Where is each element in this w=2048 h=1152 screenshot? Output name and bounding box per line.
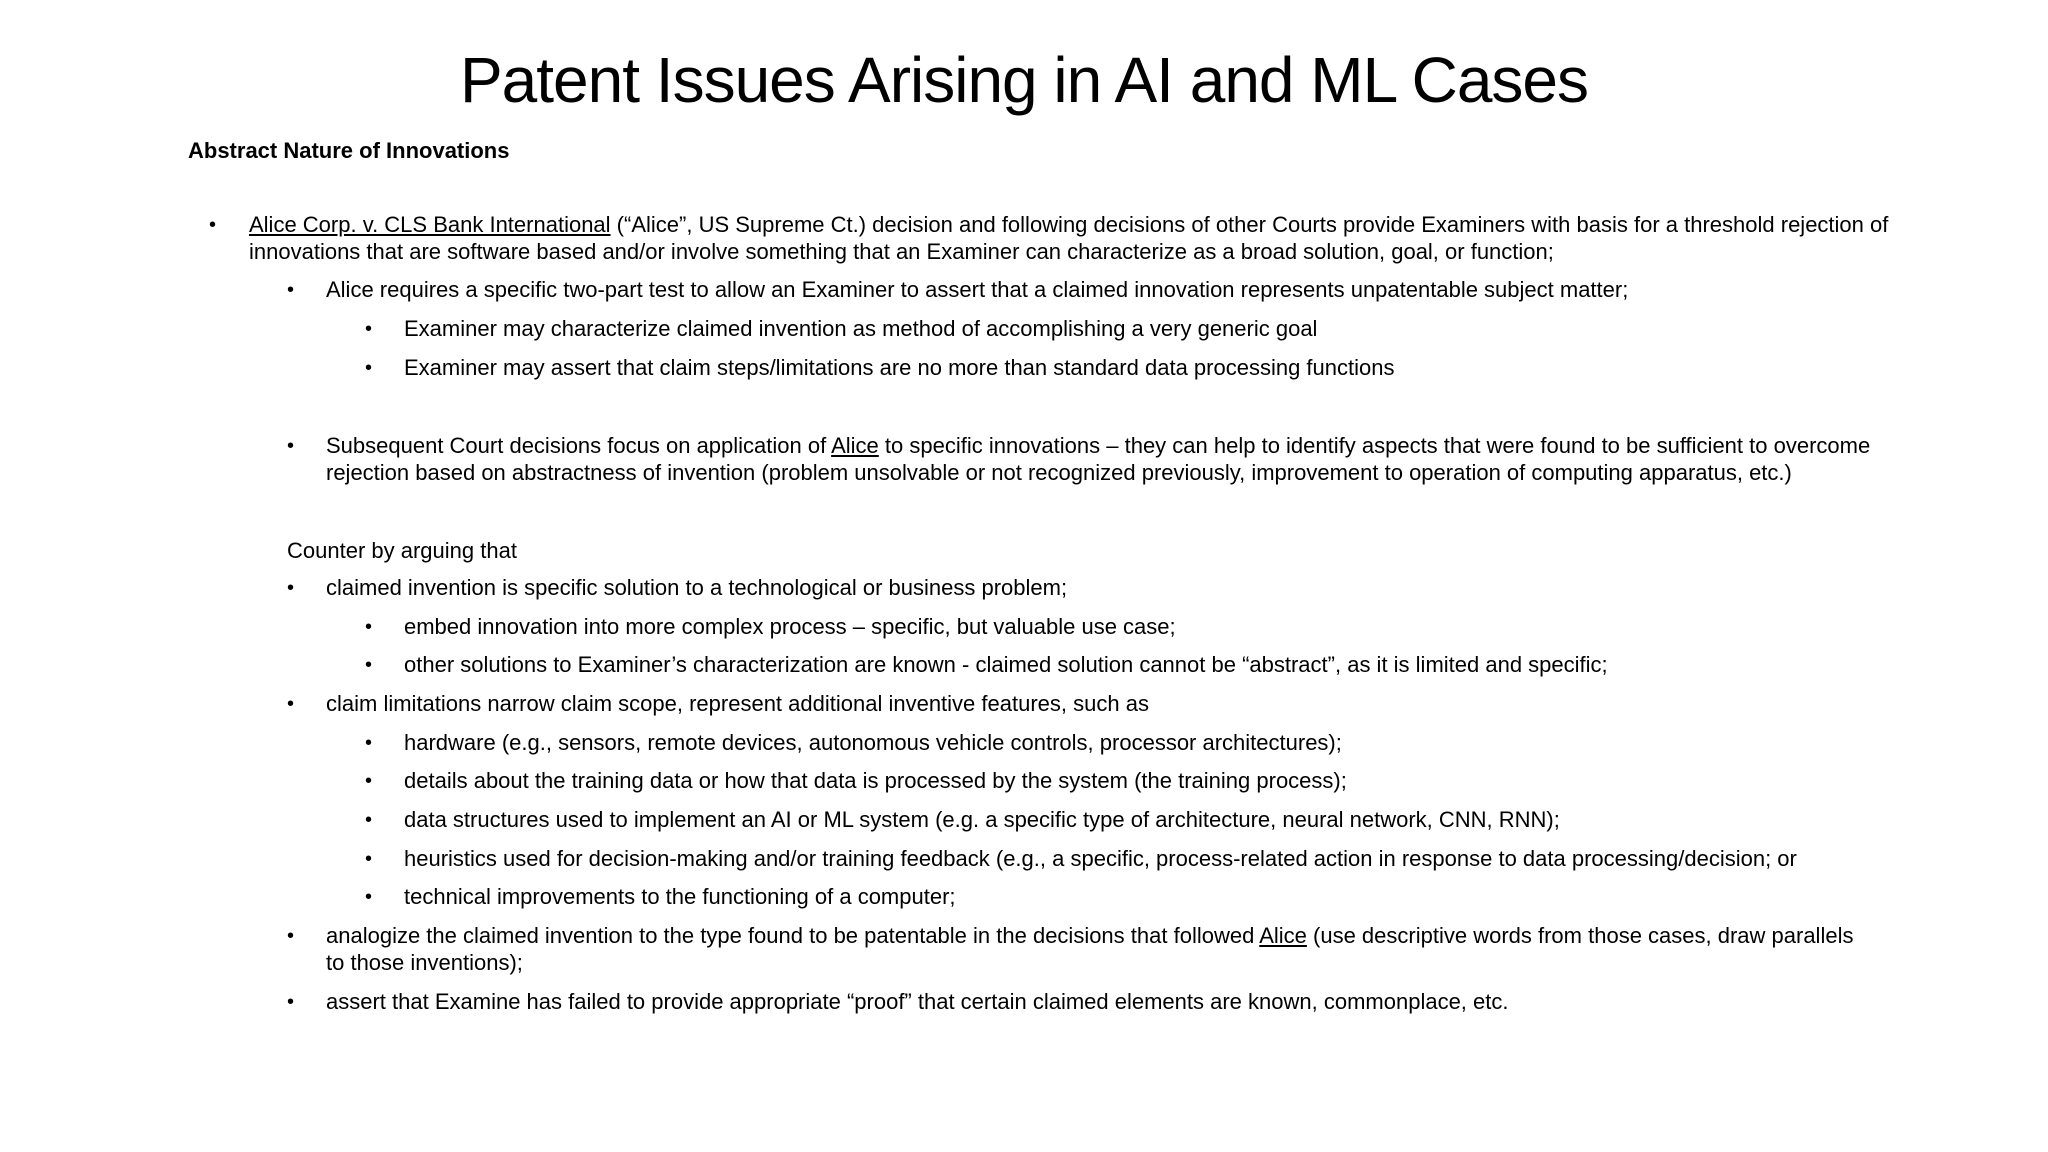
bullet-other-solutions: other solutions to Examiner’s characterization are known - claimed solution cannot be “abstract”, as it is limited and specific; [404, 652, 1608, 677]
bullet-marker: • [287, 279, 295, 301]
section-heading: Abstract Nature of Innovations [188, 138, 510, 163]
bullet-alice-text: (“Alice”, US Supreme Ct.) decision and following decisions of other Courts provide Examiners with basis for a threshold rejection of [610, 212, 1889, 237]
bullet-marker: • [365, 809, 373, 831]
bullet-alice-line1 [249, 211, 1888, 238]
bullet-marker: • [365, 654, 373, 676]
bullet-training-data: details about the training data or how that data is processed by the system (the training process); [404, 768, 1347, 793]
bullet-data-structures: data structures used to implement an AI or ML system (e.g. a specific type of architecture, neural network, CNN, RNN); [404, 807, 1560, 832]
bullet-embed-innovation: embed innovation into more complex process – specific, but valuable use case; [404, 614, 1176, 639]
bullet-subsequent-line1 [326, 432, 1870, 459]
slide-title: Patent Issues Arising in AI and ML Cases [459, 44, 1589, 116]
alice-link[interactable]: Alice [1259, 923, 1307, 948]
bullet-analogize-line2: to those inventions); [326, 950, 523, 975]
bullet-marker: • [287, 925, 295, 947]
bullet-claim-limitations: claim limitations narrow claim scope, represent additional inventive features, such as [326, 691, 1149, 716]
bullet-marker: • [365, 886, 373, 908]
alice-case-link[interactable]: Alice Corp. v. CLS Bank International [249, 212, 611, 237]
bullet-alice-line2: innovations that are software based and/or involve something that an Examiner can characterize as a broad solution, goal, or function; [249, 239, 1554, 264]
bullet-assert-proof: assert that Examine has failed to provide appropriate “proof” that certain claimed elements are known, commonplace, etc. [326, 989, 1509, 1014]
bullet-marker: • [209, 214, 217, 236]
subsequent-text-pre: Subsequent Court decisions focus on application of [326, 433, 832, 458]
bullet-analogize-line1 [326, 922, 1853, 949]
bullet-subsequent-line2: rejection based on abstractness of invention (problem unsolvable or not recognized previously, improvement to operation of computing apparatus, etc.) [326, 460, 1792, 485]
bullet-generic-goal: Examiner may characterize claimed invention as method of accomplishing a very generic goal [404, 316, 1318, 341]
bullet-marker: • [365, 770, 373, 792]
bullet-specific-solution: claimed invention is specific solution to a technological or business problem; [326, 575, 1068, 600]
subsequent-text-post: to specific innovations – they can help to identify aspects that were found to be sufficient to overcome [878, 433, 1871, 458]
bullet-marker: • [287, 435, 295, 457]
bullet-marker: • [365, 732, 373, 754]
bullet-marker: • [365, 318, 373, 340]
bullet-marker: • [365, 357, 373, 379]
bullet-standard-processing: Examiner may assert that claim steps/limitations are no more than standard data processing functions [404, 355, 1395, 380]
bullet-marker: • [365, 616, 373, 638]
counter-intro: Counter by arguing that [287, 538, 517, 563]
alice-link[interactable]: Alice [831, 433, 879, 458]
analogize-text-post: (use descriptive words from those cases, draw parallels [1306, 923, 1854, 948]
bullet-technical-improvements: technical improvements to the functioning of a computer; [404, 884, 956, 909]
bullet-marker: • [287, 991, 295, 1013]
bullet-marker: • [287, 693, 295, 715]
bullet-heuristics: heuristics used for decision-making and/or training feedback (e.g., a specific, process-related action in response to data processing/decision; or [404, 846, 1797, 871]
bullet-marker: • [287, 577, 295, 599]
bullet-marker: • [365, 848, 373, 870]
analogize-text-pre: analogize the claimed invention to the type found to be patentable in the decisions that followed [326, 923, 1260, 948]
bullet-hardware: hardware (e.g., sensors, remote devices, autonomous vehicle controls, processor architectures); [404, 730, 1342, 755]
bullet-alice-test: Alice requires a specific two-part test to allow an Examiner to assert that a claimed innovation represents unpatentable subject matter; [326, 277, 1629, 302]
